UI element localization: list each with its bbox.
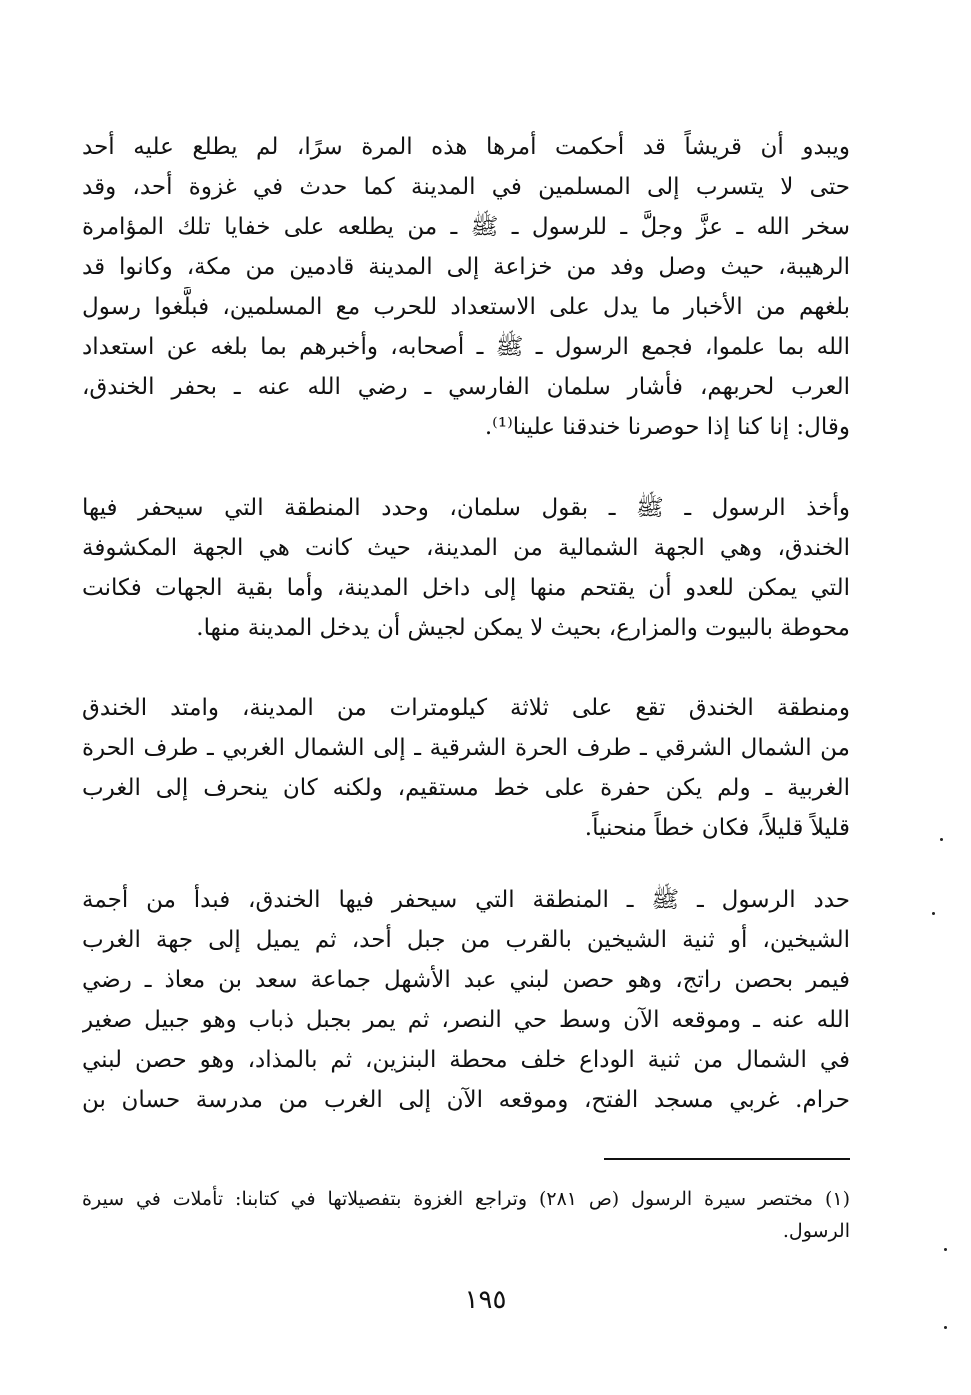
scan-speck <box>932 912 935 915</box>
text-line: الغربية ـ ولم يكن حفرة على خط مستقيم، ولكنه كان ينحرف إلى الغرب <box>82 775 850 801</box>
text-line: الله عنه ـ وموقعه الآن وسط حي النصر، ثم يمر بجبل ذباب وهو جبيل صغير <box>82 1007 850 1033</box>
text-line: حدد الرسول ـ ﷺ ـ المنطقة التي سيحفر فيها الخندق، فبدأ من أجمة <box>82 887 850 913</box>
text-line: الله بما علموا، فجمع الرسول ـ ﷺ ـ أصحابه، وأخبرهم بما بلغه عن استعداد <box>82 334 850 360</box>
paragraph-3 <box>82 688 850 848</box>
footnote-divider <box>604 1158 850 1160</box>
text-line: الرهيبة، حيث وصل وفد من خزاعة إلى المدينة قادمين من مكة، وكانوا قد <box>82 254 850 280</box>
scan-speck <box>944 1248 947 1251</box>
scan-speck <box>940 838 943 841</box>
footnote-line: الرسول. <box>782 1220 850 1242</box>
text-line: بلغهم من الأخبار ما يدل على الاستعداد للحرب مع المسلمين، فبلَّغوا رسول <box>82 294 850 320</box>
paragraph-4 <box>82 880 850 1120</box>
text-line: ومنطقة الخندق تقع على ثلاثة كيلومترات من المدينة، وامتد الخندق <box>82 695 850 721</box>
text-line: وقال: إنا كنا إذا حوصرنا خندقنا علينا⁽¹⁾. <box>484 414 850 440</box>
text-line: حرام. غربي مسجد الفتح، وموقعه الآن إلى الغرب من مدرسة حسان بن <box>82 1087 850 1113</box>
scan-speck <box>944 1326 947 1329</box>
paragraph-2 <box>82 488 850 648</box>
page-number: ١٩٥ <box>464 1285 507 1315</box>
text-line: وأخذ الرسول ـ ﷺ ـ بقول سلمان، وحدد المنطقة التي سيحفر فيها <box>82 495 850 521</box>
text-line: العرب لحربهم، فأشار سلمان الفارسي ـ رضي الله عنه ـ بحفر الخندق، <box>82 374 850 400</box>
text-line: محوطة بالبيوت والمزارع، بحيث لا يمكن لجيش أن يدخل المدينة منها. <box>196 615 850 641</box>
text-line: ويبدو أن قريشاً قد أحكمت أمرها هذه المرة سرًا، لم يطلع عليه أحد <box>82 134 850 160</box>
text-line: حتى لا يتسرب إلى المسلمين في المدينة كما حدث في غزوة أحد، وقد <box>82 174 850 200</box>
text-line: سخر الله ـ عزَّ وجلَّ ـ للرسول ـ ﷺ ـ من يطلعه على خفايا تلك المؤامرة <box>82 214 850 240</box>
footnote <box>82 1183 850 1247</box>
text-line: في الشمال من ثنية الوداع خلف محطة البنزين، ثم بالمذاد، وهو حصن لبني <box>82 1047 850 1073</box>
footnote-line: (١) مختصر سيرة الرسول (ص ٢٨١) وتراجع الغزوة بتفصيلاتها في كتابنا: تأملات في سيرة <box>82 1188 850 1210</box>
text-line: فيمر بحصن راتج، وهو حصن لبني عبد الأشهل جماعة سعد بن معاذ ـ رضي <box>82 967 850 993</box>
text-line: الخندق، وهي الجهة الشمالية من المدينة، حيث كانت هي الجهة المكشوفة <box>82 535 850 561</box>
text-line: التي يمكن للعدو أن يقتحم منها إلى داخل المدينة، وأما بقية الجهات فكانت <box>82 575 850 601</box>
text-line: قليلاً قليلاً، فكان خطاً منحنياً. <box>584 815 850 841</box>
paragraph-1 <box>82 127 850 447</box>
text-line: من الشمال الشرقي ـ طرف الحرة الشرقية ـ إلى الشمال الغربي ـ طرف الحرة <box>82 735 850 761</box>
text-line: الشيخين، أو ثنية الشيخين بالقرب من جبل أحد، ثم يميل إلى جهة الغرب <box>82 927 850 953</box>
